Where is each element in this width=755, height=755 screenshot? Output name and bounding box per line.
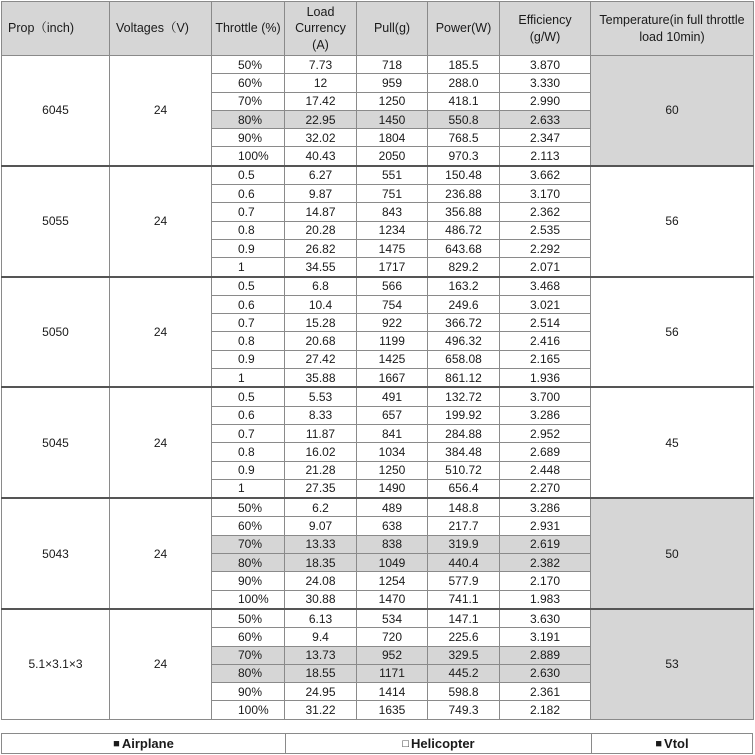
efficiency-cell: 2.952 [500, 424, 591, 442]
efficiency-cell: 2.270 [500, 479, 591, 498]
efficiency-cell: 2.362 [500, 203, 591, 221]
throttle-cell: 70% [212, 92, 285, 110]
pull-cell: 1414 [357, 683, 428, 701]
pull-cell: 1490 [357, 479, 428, 498]
throttle-cell: 0.8 [212, 443, 285, 461]
power-cell: 510.72 [428, 461, 500, 479]
throttle-cell: 90% [212, 572, 285, 590]
throttle-cell: 100% [212, 147, 285, 166]
table-row [2, 387, 754, 406]
current-cell: 11.87 [285, 424, 357, 442]
prop-cell: 5043 [2, 498, 110, 609]
efficiency-cell: 3.870 [500, 56, 591, 74]
current-cell: 35.88 [285, 369, 357, 388]
pull-cell: 1450 [357, 110, 428, 128]
throttle-cell: 0.9 [212, 350, 285, 368]
legend-airplane [2, 734, 286, 753]
pull-cell: 754 [357, 295, 428, 313]
current-cell: 14.87 [285, 203, 357, 221]
throttle-cell: 50% [212, 498, 285, 517]
pull-cell: 718 [357, 56, 428, 74]
power-cell: 741.1 [428, 590, 500, 609]
current-cell: 18.35 [285, 554, 357, 572]
power-cell: 658.08 [428, 350, 500, 368]
motor-spec-table [1, 1, 754, 720]
power-cell: 550.8 [428, 110, 500, 128]
prop-cell: 5045 [2, 387, 110, 498]
current-cell: 20.28 [285, 221, 357, 239]
header-throttle: Throttle (%) [212, 2, 285, 56]
table-row [2, 56, 754, 74]
throttle-cell: 1 [212, 369, 285, 388]
throttle-cell: 0.6 [212, 295, 285, 313]
power-cell: 150.48 [428, 166, 500, 185]
power-cell: 768.5 [428, 129, 500, 147]
efficiency-cell: 3.700 [500, 387, 591, 406]
efficiency-cell: 2.361 [500, 683, 591, 701]
power-cell: 440.4 [428, 554, 500, 572]
pull-cell: 922 [357, 314, 428, 332]
legend-label: Vtol [664, 736, 689, 751]
current-cell: 16.02 [285, 443, 357, 461]
pull-cell: 751 [357, 185, 428, 203]
efficiency-cell: 2.170 [500, 572, 591, 590]
header-temperature: Temperature(in full throttle load 10min) [591, 2, 754, 56]
voltage-cell: 24 [110, 609, 212, 719]
temperature-cell: 53 [591, 609, 754, 719]
current-cell: 13.73 [285, 646, 357, 664]
throttle-cell: 0.9 [212, 239, 285, 257]
efficiency-cell: 3.286 [500, 406, 591, 424]
current-cell: 6.27 [285, 166, 357, 185]
temperature-cell: 45 [591, 387, 754, 498]
efficiency-cell: 3.468 [500, 277, 591, 296]
power-cell: 598.8 [428, 683, 500, 701]
current-cell: 12 [285, 74, 357, 92]
throttle-cell: 60% [212, 628, 285, 646]
throttle-cell: 1 [212, 258, 285, 277]
pull-cell: 1234 [357, 221, 428, 239]
throttle-cell: 100% [212, 701, 285, 719]
pull-cell: 657 [357, 406, 428, 424]
power-cell: 319.9 [428, 535, 500, 553]
power-cell: 225.6 [428, 628, 500, 646]
header-power: Power(W) [428, 2, 500, 56]
efficiency-cell: 2.630 [500, 664, 591, 682]
pull-cell: 1250 [357, 461, 428, 479]
filled-square-icon: ■ [655, 737, 663, 750]
voltage-cell: 24 [110, 498, 212, 609]
throttle-cell: 0.9 [212, 461, 285, 479]
power-cell: 132.72 [428, 387, 500, 406]
efficiency-cell: 1.983 [500, 590, 591, 609]
voltage-cell: 24 [110, 56, 212, 166]
current-cell: 31.22 [285, 701, 357, 719]
pull-cell: 1425 [357, 350, 428, 368]
current-cell: 20.68 [285, 332, 357, 350]
legend-vtol [592, 734, 752, 753]
current-cell: 34.55 [285, 258, 357, 277]
power-cell: 249.6 [428, 295, 500, 313]
temperature-cell: 60 [591, 56, 754, 166]
pull-cell: 952 [357, 646, 428, 664]
pull-cell: 720 [357, 628, 428, 646]
efficiency-cell: 3.170 [500, 185, 591, 203]
header-efficiency: Efficiency (g/W) [500, 2, 591, 56]
pull-cell: 1034 [357, 443, 428, 461]
power-cell: 236.88 [428, 185, 500, 203]
power-cell: 163.2 [428, 277, 500, 296]
temperature-cell: 56 [591, 166, 754, 277]
pull-cell: 843 [357, 203, 428, 221]
efficiency-cell: 2.382 [500, 554, 591, 572]
efficiency-cell: 3.021 [500, 295, 591, 313]
current-cell: 27.42 [285, 350, 357, 368]
efficiency-cell: 2.448 [500, 461, 591, 479]
current-cell: 22.95 [285, 110, 357, 128]
efficiency-cell: 3.330 [500, 74, 591, 92]
throttle-cell: 80% [212, 554, 285, 572]
power-cell: 147.1 [428, 609, 500, 628]
voltage-cell: 24 [110, 387, 212, 498]
efficiency-cell: 2.071 [500, 258, 591, 277]
legend-label: Helicopter [411, 736, 475, 751]
efficiency-cell: 2.633 [500, 110, 591, 128]
legend-label: Airplane [121, 736, 174, 751]
throttle-cell: 60% [212, 517, 285, 535]
throttle-cell: 0.7 [212, 424, 285, 442]
power-cell: 829.2 [428, 258, 500, 277]
header-prop: Prop（inch) [2, 2, 110, 56]
throttle-cell: 0.5 [212, 166, 285, 185]
efficiency-cell: 3.286 [500, 498, 591, 517]
pull-cell: 1199 [357, 332, 428, 350]
power-cell: 288.0 [428, 74, 500, 92]
current-cell: 6.8 [285, 277, 357, 296]
efficiency-cell: 2.535 [500, 221, 591, 239]
pull-cell: 491 [357, 387, 428, 406]
power-cell: 749.3 [428, 701, 500, 719]
current-cell: 24.08 [285, 572, 357, 590]
efficiency-cell: 2.347 [500, 129, 591, 147]
throttle-cell: 60% [212, 74, 285, 92]
pull-cell: 1049 [357, 554, 428, 572]
table-body [2, 56, 754, 720]
throttle-cell: 0.5 [212, 387, 285, 406]
power-cell: 445.2 [428, 664, 500, 682]
power-cell: 643.68 [428, 239, 500, 257]
throttle-cell: 70% [212, 646, 285, 664]
current-cell: 5.53 [285, 387, 357, 406]
pull-cell: 838 [357, 535, 428, 553]
efficiency-cell: 2.619 [500, 535, 591, 553]
power-cell: 970.3 [428, 147, 500, 166]
header-pull: Pull(g) [357, 2, 428, 56]
power-cell: 496.32 [428, 332, 500, 350]
pull-cell: 1475 [357, 239, 428, 257]
throttle-cell: 90% [212, 683, 285, 701]
current-cell: 26.82 [285, 239, 357, 257]
efficiency-cell: 2.182 [500, 701, 591, 719]
efficiency-cell: 2.165 [500, 350, 591, 368]
voltage-cell: 24 [110, 277, 212, 388]
pull-cell: 2050 [357, 147, 428, 166]
header-voltage: Voltages（V) [110, 2, 212, 56]
pull-cell: 534 [357, 609, 428, 628]
pull-cell: 566 [357, 277, 428, 296]
current-cell: 18.55 [285, 664, 357, 682]
pull-cell: 1717 [357, 258, 428, 277]
pull-cell: 1254 [357, 572, 428, 590]
power-cell: 217.7 [428, 517, 500, 535]
current-cell: 40.43 [285, 147, 357, 166]
throttle-cell: 0.7 [212, 314, 285, 332]
power-cell: 329.5 [428, 646, 500, 664]
current-cell: 8.33 [285, 406, 357, 424]
efficiency-cell: 2.292 [500, 239, 591, 257]
header-current: Load Currency (A) [285, 2, 357, 56]
prop-cell: 5.1×3.1×3 [2, 609, 110, 719]
voltage-cell: 24 [110, 166, 212, 277]
efficiency-cell: 2.990 [500, 92, 591, 110]
pull-cell: 1804 [357, 129, 428, 147]
throttle-cell: 90% [212, 129, 285, 147]
power-cell: 486.72 [428, 221, 500, 239]
efficiency-cell: 2.889 [500, 646, 591, 664]
efficiency-cell: 2.931 [500, 517, 591, 535]
table-row [2, 277, 754, 296]
power-cell: 418.1 [428, 92, 500, 110]
current-cell: 21.28 [285, 461, 357, 479]
efficiency-cell: 3.630 [500, 609, 591, 628]
efficiency-cell: 2.514 [500, 314, 591, 332]
throttle-cell: 50% [212, 609, 285, 628]
throttle-cell: 0.8 [212, 332, 285, 350]
throttle-cell: 1 [212, 479, 285, 498]
throttle-cell: 0.6 [212, 185, 285, 203]
efficiency-cell: 2.416 [500, 332, 591, 350]
pull-cell: 1635 [357, 701, 428, 719]
power-cell: 366.72 [428, 314, 500, 332]
current-cell: 10.4 [285, 295, 357, 313]
current-cell: 32.02 [285, 129, 357, 147]
current-cell: 15.28 [285, 314, 357, 332]
header-row [2, 2, 754, 56]
efficiency-cell: 3.662 [500, 166, 591, 185]
legend-bar [1, 733, 753, 754]
efficiency-cell: 3.191 [500, 628, 591, 646]
prop-cell: 5050 [2, 277, 110, 388]
throttle-cell: 80% [212, 664, 285, 682]
power-cell: 356.88 [428, 203, 500, 221]
pull-cell: 489 [357, 498, 428, 517]
current-cell: 9.4 [285, 628, 357, 646]
throttle-cell: 0.7 [212, 203, 285, 221]
current-cell: 13.33 [285, 535, 357, 553]
current-cell: 30.88 [285, 590, 357, 609]
power-cell: 861.12 [428, 369, 500, 388]
pull-cell: 1171 [357, 664, 428, 682]
pull-cell: 841 [357, 424, 428, 442]
efficiency-cell: 2.689 [500, 443, 591, 461]
power-cell: 148.8 [428, 498, 500, 517]
power-cell: 199.92 [428, 406, 500, 424]
throttle-cell: 50% [212, 56, 285, 74]
pull-cell: 1667 [357, 369, 428, 388]
pull-cell: 1470 [357, 590, 428, 609]
throttle-cell: 100% [212, 590, 285, 609]
throttle-cell: 0.5 [212, 277, 285, 296]
throttle-cell: 80% [212, 110, 285, 128]
temperature-cell: 50 [591, 498, 754, 609]
current-cell: 27.35 [285, 479, 357, 498]
pull-cell: 959 [357, 74, 428, 92]
legend-helicopter [286, 734, 592, 753]
throttle-cell: 0.8 [212, 221, 285, 239]
table-row [2, 609, 754, 628]
efficiency-cell: 2.113 [500, 147, 591, 166]
filled-square-icon: ■ [113, 737, 120, 750]
table-row [2, 166, 754, 185]
power-cell: 656.4 [428, 479, 500, 498]
table-row [2, 498, 754, 517]
pull-cell: 551 [357, 166, 428, 185]
power-cell: 284.88 [428, 424, 500, 442]
pull-cell: 1250 [357, 92, 428, 110]
prop-cell: 6045 [2, 56, 110, 166]
throttle-cell: 70% [212, 535, 285, 553]
power-cell: 384.48 [428, 443, 500, 461]
current-cell: 7.73 [285, 56, 357, 74]
prop-cell: 5055 [2, 166, 110, 277]
power-cell: 577.9 [428, 572, 500, 590]
efficiency-cell: 1.936 [500, 369, 591, 388]
temperature-cell: 56 [591, 277, 754, 388]
empty-square-icon: □ [402, 737, 410, 750]
current-cell: 6.2 [285, 498, 357, 517]
current-cell: 9.87 [285, 185, 357, 203]
throttle-cell: 0.6 [212, 406, 285, 424]
power-cell: 185.5 [428, 56, 500, 74]
pull-cell: 638 [357, 517, 428, 535]
current-cell: 6.13 [285, 609, 357, 628]
current-cell: 9.07 [285, 517, 357, 535]
current-cell: 24.95 [285, 683, 357, 701]
current-cell: 17.42 [285, 92, 357, 110]
